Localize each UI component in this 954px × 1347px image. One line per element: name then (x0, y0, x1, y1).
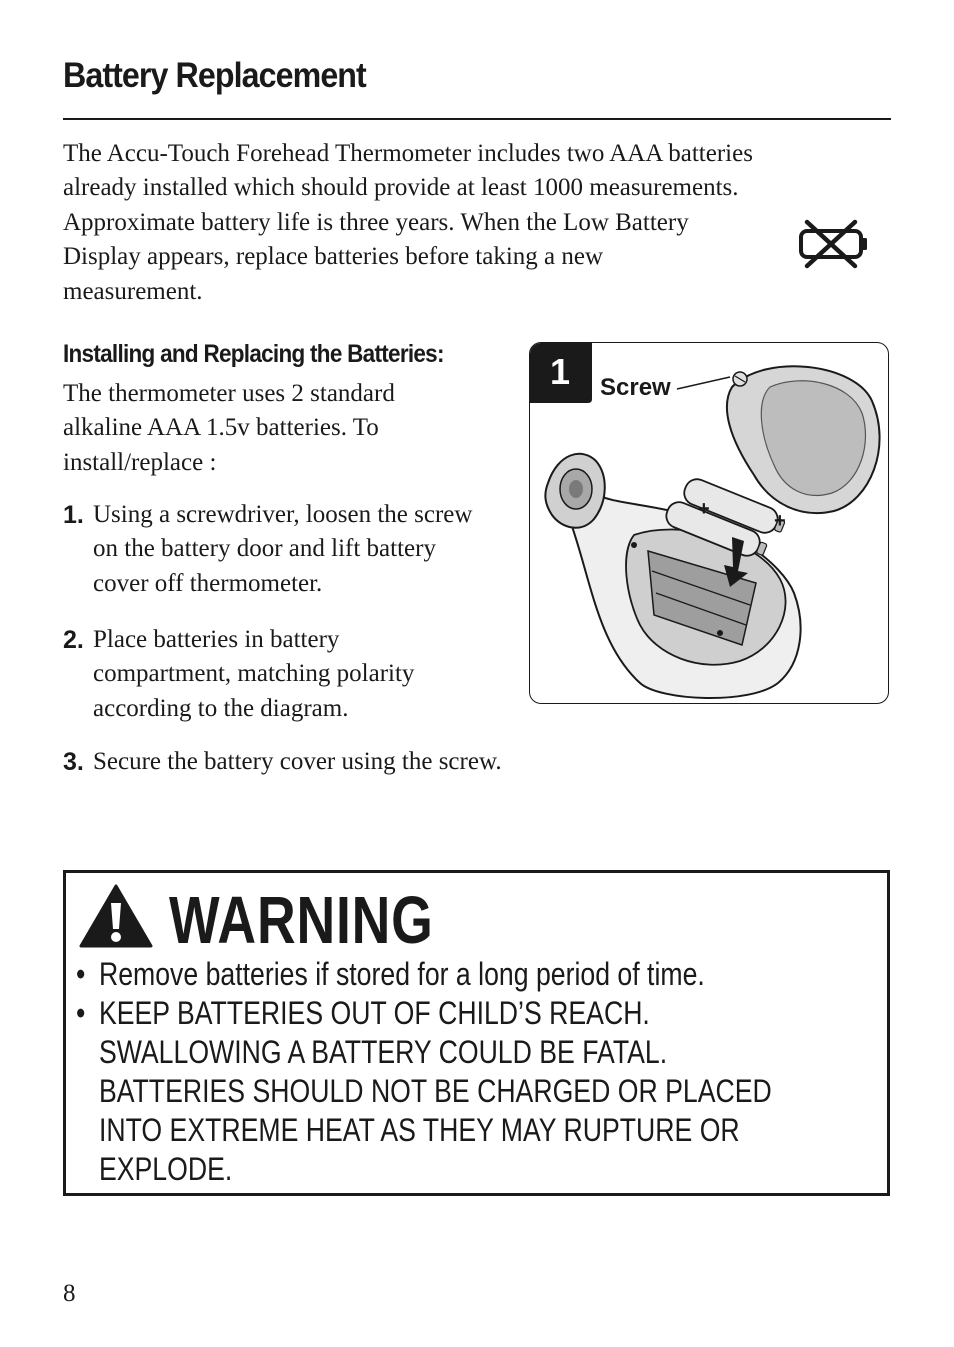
step-3 (63, 745, 583, 779)
intro-line: Display appears, replace batteries before taking a new (63, 243, 604, 271)
step-line: Secure the battery cover using the screw. (93, 748, 502, 775)
warning-line: EXPLODE. (98, 1151, 233, 1187)
warning-line: SWALLOWING A BATTERY COULD BE FATAL. (98, 1034, 668, 1070)
install-intro-line: The thermometer uses 2 standard (63, 380, 395, 407)
polarity-mark: + (698, 498, 710, 520)
warning-triangle-icon (78, 883, 154, 949)
step-line: cover off thermometer. (93, 569, 323, 597)
warning-title: WARNING (169, 883, 434, 958)
step-line: on the battery door and lift battery (93, 535, 436, 563)
title-divider (63, 118, 891, 120)
intro-paragraph (63, 137, 853, 309)
thermometer-body (545, 454, 800, 698)
intro-line: measurement. (63, 277, 203, 305)
install-intro-line: install/replace : (63, 448, 217, 476)
step-line: Using a screwdriver, loosen the screw (93, 501, 473, 528)
warning-line: BATTERIES SHOULD NOT BE CHARGED OR PLACED (98, 1073, 772, 1109)
step-number: 3. (63, 748, 84, 776)
page-number: 8 (63, 1280, 76, 1307)
intro-line: Approximate battery life is three years. When the Low Battery (63, 208, 689, 236)
screw-label: Screw (600, 374, 671, 401)
install-intro-line: alkaline AAA 1.5v batteries. To (63, 414, 379, 442)
step-line: compartment, matching polarity (93, 660, 415, 688)
polarity-mark: + (774, 510, 786, 532)
section-title: Battery Replacement (63, 56, 366, 95)
warning-box (63, 870, 890, 1196)
low-battery-crossed-icon (793, 218, 871, 270)
warning-list (76, 955, 863, 1189)
step-badge-number: 1 (549, 351, 571, 392)
bullet: • (76, 956, 86, 992)
battery-door (727, 366, 880, 513)
step-2 (63, 623, 483, 726)
intro-line: The Accu-Touch Forehead Thermometer includes two AAA batteries (63, 140, 753, 167)
intro-line: already installed which should provide at least 1000 measurements. (63, 174, 739, 202)
screw-leader-line (677, 377, 730, 389)
warning-line: Remove batteries if stored for a long period of time. (98, 956, 705, 992)
step-line: Place batteries in battery (93, 626, 340, 653)
warning-line: INTO EXTREME HEAT AS THEY MAY RUPTURE OR (98, 1112, 740, 1148)
step-line: according to the diagram. (93, 694, 349, 722)
install-intro (63, 377, 503, 480)
warning-item (76, 955, 863, 994)
step-1 (63, 498, 523, 601)
step-number: 2. (63, 626, 84, 654)
warning-line: KEEP BATTERIES OUT OF CHILD’S REACH. (98, 995, 650, 1031)
step-number: 1. (63, 501, 84, 529)
warning-item (76, 994, 863, 1189)
bullet: • (76, 995, 86, 1031)
install-heading: Installing and Replacing the Batteries: (63, 340, 444, 368)
battery-install-diagram (529, 342, 889, 704)
